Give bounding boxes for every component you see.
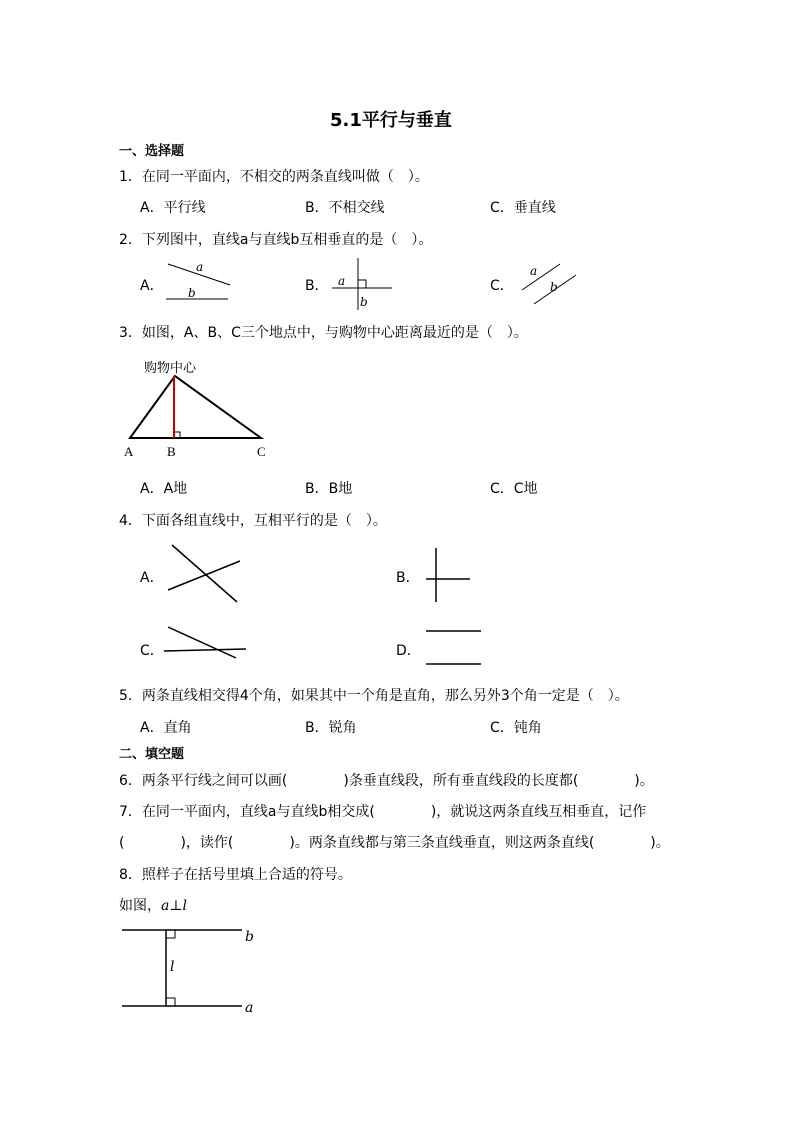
- point-a-label: A: [124, 444, 134, 459]
- q5-option-a[interactable]: A．直角: [140, 720, 192, 736]
- q2c-label-b: b: [550, 280, 558, 294]
- q2a-label-a: a: [196, 260, 204, 274]
- page-title: 5.1平行与垂直: [330, 110, 452, 131]
- q4-figure-c: [160, 622, 255, 662]
- section-heading-fill: 二、填空题: [119, 747, 185, 762]
- q4-option-c-label[interactable]: C．: [140, 643, 164, 659]
- question-2: 2．下列图中，直线a与直线b互相垂直的是（ ）。: [119, 232, 433, 248]
- question-6[interactable]: 6．两条平行线之间可以画( )条垂直线段，所有垂直线段的长度都( )。: [119, 773, 654, 789]
- q3-triangle-figure: [120, 372, 280, 462]
- question-5: 5．两条直线相交得4个角，如果其中一个角是直角，那么另外3个角一定是（ ）。: [119, 688, 629, 704]
- q2b-label-b: b: [360, 295, 368, 309]
- question-4: 4．下面各组直线中，互相平行的是（ ）。: [119, 513, 387, 529]
- q2a-label-b: b: [188, 286, 196, 300]
- q5-option-b[interactable]: B．锐角: [305, 720, 357, 736]
- q4-figure-b: [420, 545, 480, 605]
- q2-figure-c: [514, 260, 584, 310]
- q8-figure: [118, 922, 268, 1022]
- q8-line-b-label: b: [245, 929, 254, 945]
- question-8: 8．照样子在括号里填上合适的符号。: [119, 867, 352, 883]
- q4-figure-a: [160, 542, 250, 606]
- point-b-label: B: [167, 444, 176, 459]
- question-7-line-1[interactable]: 7．在同一平面内，直线a与直线b相交成( )，就说这两条直线互相垂直，记作: [119, 804, 647, 820]
- q4-option-a-label[interactable]: A．: [140, 570, 164, 586]
- q4-option-d-label[interactable]: D．: [396, 643, 421, 659]
- q5-option-c[interactable]: C．钝角: [490, 720, 542, 736]
- q2-figure-b: [328, 256, 398, 312]
- q2-figure-a: [160, 258, 240, 308]
- question-3: 3．如图，A、B、C三个地点中，与购物中心距离最近的是（ ）。: [119, 325, 528, 341]
- q2b-label-a: a: [338, 274, 346, 288]
- section-heading-choice: 一、选择题: [119, 144, 185, 159]
- q8-example-formula: a⊥l: [161, 898, 187, 914]
- q4-figure-d: [420, 624, 490, 668]
- question-7-line-2[interactable]: ( )，读作( )。两条直线都与第三条直线垂直，则这两条直线( )。: [119, 835, 670, 851]
- q2-option-b-label[interactable]: B．: [305, 278, 329, 294]
- q1-option-a[interactable]: A．平行线: [140, 200, 206, 216]
- q8-line-l-label: l: [170, 959, 175, 975]
- point-c-label: C: [257, 444, 266, 459]
- q2-option-a-label[interactable]: A．: [140, 278, 164, 294]
- q1-option-c[interactable]: C．垂直线: [490, 200, 556, 216]
- q8-example: [119, 895, 187, 915]
- q2-option-c-label[interactable]: C．: [490, 278, 514, 294]
- q4-option-b-label[interactable]: B．: [396, 570, 420, 586]
- q8-example-prefix: 如图，: [119, 898, 161, 914]
- q3-option-c[interactable]: C．C地: [490, 481, 538, 497]
- q3-option-b[interactable]: B．B地: [305, 481, 353, 497]
- q1-option-b[interactable]: B．不相交线: [305, 200, 385, 216]
- q2c-label-a: a: [530, 264, 538, 278]
- q3-option-a[interactable]: A．A地: [140, 481, 188, 497]
- q8-line-a-label: a: [245, 1000, 254, 1016]
- question-1: 1．在同一平面内，不相交的两条直线叫做（ ）。: [119, 169, 429, 185]
- shopping-center-label: 购物中心: [144, 361, 197, 376]
